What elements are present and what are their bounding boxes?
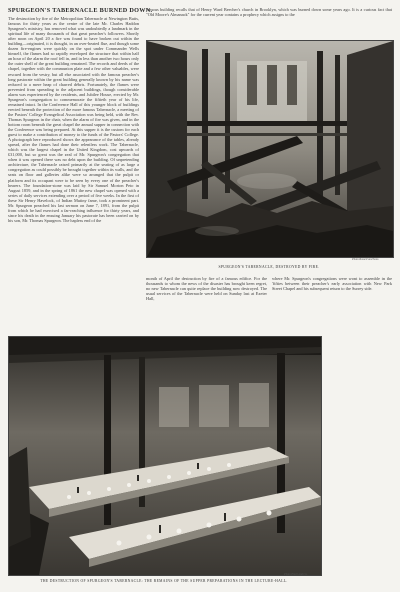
bottom-photo-caption: THE DESTRUCTION OF SPURGEON'S TABERNACLE: THE REMAINS OF THE SUPPER PREPARATIONS IN THE LECTURE-HALL. [40,579,288,583]
article-column-right-top: famous building recalls that of Henry Ward Beecher's church in Brooklyn, which was burned down some years ago. It is a curious fact that "Old Moore's Almanack" for the current year contains a prophecy which assigns to the [146,7,392,18]
ruined-tabernacle-photo [146,40,394,258]
bottom-photo-credit: Photo Pinch and Co. [284,573,308,576]
article-column-mid: month of April the destruction by fire of a famous edifice. For the thousands to whom the news of the disaster has brought keen regret, no new Tabernacle can quite replace the building now destroyed. The usual services of the Tabernacle were held on Sunday last at Exeter Hall, [146,276,267,302]
top-photo-caption: SPURGEON'S TABERNACLE, DESTROYED BY FIRE. [218,265,320,269]
lecture-hall-photo [8,336,322,576]
article-column-left: The destruction by fire of the Metropolitan Tabernacle at Newington Butts, famous for thirty years as the centre of the late Mr. Charles Haddon Spurgeon's ministry, has removed what was undoubtedly a landmark in the spiritual life of many thousands of that great preacher's followers. Shortly after noon on April 20 a fire was found to have broken out within the building—originated, it is thought, in an over-heated flue, and though some dozen fire-engines were quickly on the spot under Commander Wells himself, the flames had so rapidly enveloped the structure that within half an hour of the alarm the roof fell in, and in less than another two hours only the outer shell of the great building remained. The records and deeds of the chapel, together with the communion plate and a few other valuables, were rescued from the vestry, but all else associated with the famous preacher's long pastorate within the great building generally known by his name was reduced to a mere heap of charred débris. Fortunately, the flames were prevented from spreading to the adjacent buildings, though considerable alarm was experienced by the residents, and Jubilee House, erected by Mr. Spurgeon's congregation to commemorate the fiftieth year of his life, remained intact. In the Conference Hall of this younger block of buildings erected beneath the protection of the more famous Tabernacle, a meeting of the Pastors' College Evangelical Association was being held, with the Rev. Thomas Spurgeon in the chair, when the alarm of fire was given, and in the bottom room beneath the great chapel the annual supper in connection with the Conference was being prepared. At this supper it is the custom for each guest to make a contribution of money to the funds of the Pastors' College. A photograph here reproduced shows the appearance of the tables, already spread, after the flames had done their relentless work. The Tabernacle, which was the largest chapel in the United Kingdom, cost upwards of £31,000, but so great was the zeal of Mr. Spurgeon's congregation that when it was opened there was no debt upon the building. Of unpretending architecture, the Tabernacle raised primarily at the seating of as large a congregation as could possibly be brought together within its walls, and the seats on floor and galleries alike were so arranged that the pulpit or platform and its occupant were to be seen by every one of the preacher's hearers. The foundation-stone was laid by Sir Samuel Morton Peto in August 1859, and in the spring of 1861 the new chapel was opened with a series of daily services extending over a period of five weeks. In the first of these Sir Henry Havelock, of Indian Mutiny fame, took a prominent part. Mr. Spurgeon preached his last sermon on June 7, 1891, from the pulpit from which he had exercised a far-reaching influence for thirty years, and since his death in the ensuing January his pastorate has been carried on by his son, Mr. Thomas Spurgeon. The hapless end of the [8,16,139,223]
article-headline: SPURGEON'S TABERNACLE BURNED DOWN. [8,7,153,14]
top-photo-credit: Photo Russell and Sons. [352,258,380,261]
article-column-right-mid: where Mr. Spurgeon's congregations were wont to assemble in the 'fifties between their preacher's early association with New Park Street Chapel and his subsequent return to the Surrey side. [272,276,392,292]
